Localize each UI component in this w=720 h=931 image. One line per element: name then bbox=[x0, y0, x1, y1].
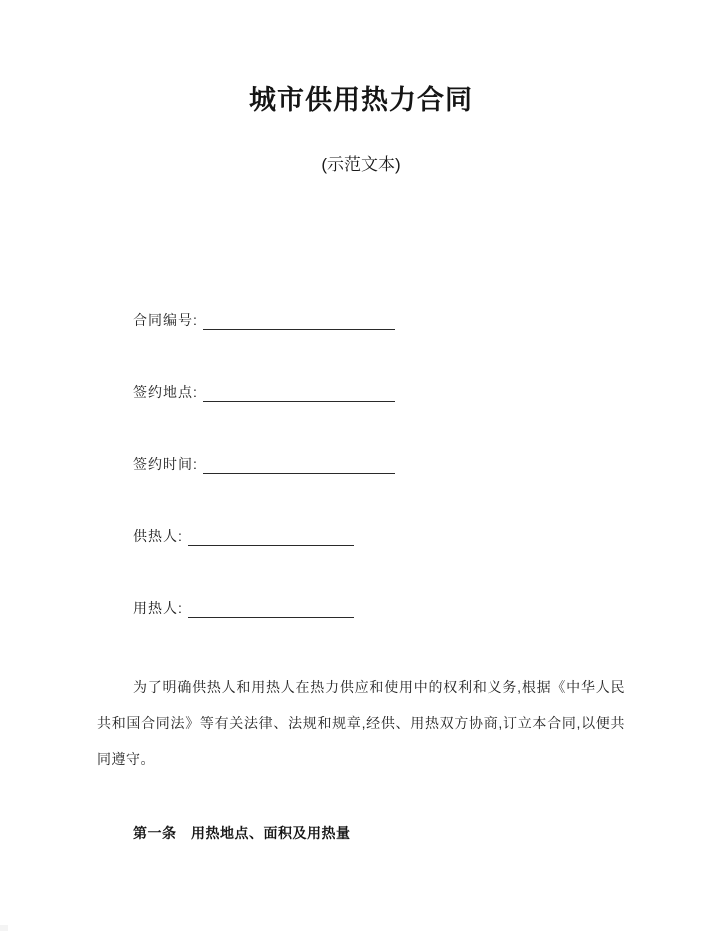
heat-user-label: 用热人: bbox=[133, 600, 183, 616]
scan-corner-artifact bbox=[0, 925, 8, 931]
contract-number-blank-line bbox=[203, 312, 395, 330]
heat-supplier-blank-line bbox=[188, 528, 354, 546]
contract-header-fields bbox=[97, 311, 625, 619]
signing-time-label: 签约时间: bbox=[133, 456, 198, 472]
contract-number-label: 合同编号: bbox=[133, 312, 198, 328]
section-heading-article-1: 第一条 用热地点、面积及用热量 bbox=[133, 825, 351, 841]
heat-user-blank-line bbox=[188, 600, 354, 618]
field-row-heat-supplier bbox=[133, 527, 625, 547]
signing-place-blank-line bbox=[203, 384, 395, 402]
field-row-signing-time bbox=[133, 455, 625, 475]
document-subtitle: (示范文本) bbox=[321, 155, 401, 174]
heat-supplier-label: 供热人: bbox=[133, 528, 183, 544]
signing-place-label: 签约地点: bbox=[133, 384, 198, 400]
contract-preamble-paragraph: 为了明确供热人和用热人在热力供应和使用中的权利和义务,根据《中华人民共和国合同法》等有关法律、法规和规章,经供、用热双方协商,订立本合同,以便共同遵守。 bbox=[97, 679, 625, 767]
field-row-heat-user bbox=[133, 599, 625, 619]
signing-time-blank-line bbox=[203, 456, 395, 474]
field-row-signing-place bbox=[133, 383, 625, 403]
document-title: 城市供用热力合同 bbox=[249, 85, 473, 115]
field-row-contract-number bbox=[133, 311, 625, 331]
